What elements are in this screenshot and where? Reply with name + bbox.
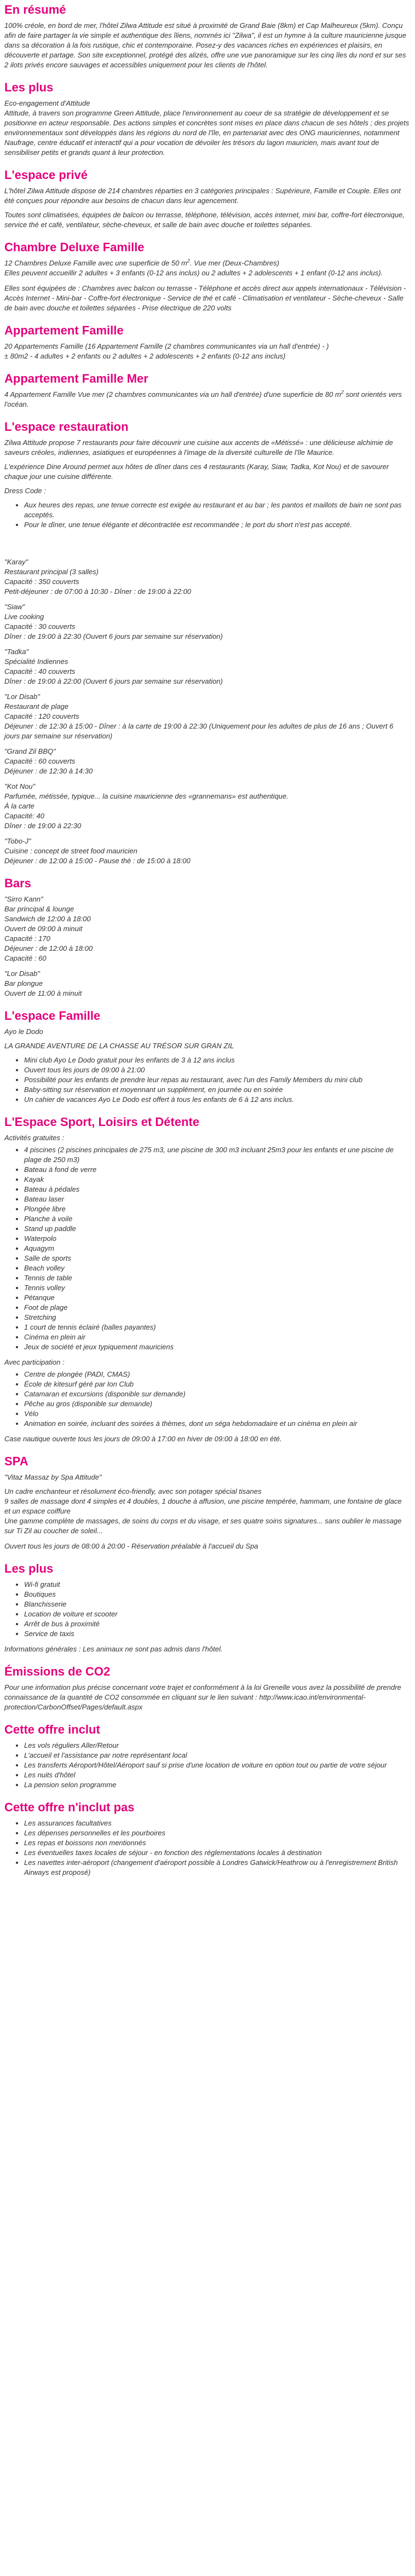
co2-text: Pour une information plus précise concernant votre trajet et conformément à la loi Grenelle vous avez la possibilité de prendre connaissance de la quantité de CO2 consommée en cliquant sur le lien suivant : http://www.icao.int/environmental-protection/CarbonOffset/Pages/default.aspx: [4, 1683, 401, 1711]
superscript: 2: [187, 258, 190, 264]
appartement-mer-text: [4, 390, 410, 409]
heading-espace-sport: L'Espace Sport, Loisirs et Détente: [4, 1115, 200, 1129]
list-item: • Vélo: [24, 1409, 410, 1419]
paid-activities-list: [4, 1370, 410, 1429]
spa-description: Un cadre enchanteur et résolument éco-friendly, avec son potager spécial tisanes 9 salles de massage dont 4 simples et 4 doubles, 1 douche à affusion, une piscine tempérée, hammam, une fontaine de glace et un espace coiffure Une gamme complète de massages, de soins du corps et du visage, et ses quatre soins signatures... sans oublier le massage sur Ti Zil au coucher de soleil...: [4, 1487, 402, 1535]
deluxe-capacity-text-2: . Vue mer (Deux-Chambres) Elles peuvent accueillir 2 adultes + 3 enfants (0-12 ans inclus) ou 2 adultes + 2 adolescents + 1 enfant (0-12 ans inclus).: [4, 259, 383, 277]
list-item: • Location de voiture et scooter: [24, 1609, 410, 1619]
heading-espace-restauration: L'espace restauration: [4, 420, 129, 434]
list-item: • Ouvert tous les jours de 09:00 à 21:00: [24, 1065, 410, 1075]
heading-appartement-famille: Appartement Famille: [4, 324, 124, 337]
list-item: • Wi-fi gratuit: [24, 1580, 410, 1590]
list-item: • Bateau à pédales: [24, 1185, 410, 1194]
restaurant-karay: "Karay" Restaurant principal (3 salles) Capacité : 350 couverts Petit-déjeuner : de 07:00 à 10:30 - Dîner : de 19:00 à 22:00: [4, 558, 192, 596]
list-item: • Tennis de table: [24, 1273, 410, 1283]
list-item: • 1 court de tennis éclairé (balles payantes): [24, 1322, 410, 1332]
list-item: • Blanchisserie: [24, 1599, 410, 1609]
kids-club-name: Ayo le Dodo: [4, 1027, 43, 1036]
spa-hours: Ouvert tous les jours de 08:00 à 20:00 - Réservation préalable à l'accueil du Spa: [4, 1542, 258, 1550]
list-item: • Animation en soirée, incluant des soirées à thèmes, dont un séga hebdomadaire et un cinéma en plein air: [24, 1419, 410, 1429]
heading-chambre-deluxe: Chambre Deluxe Famille: [4, 240, 145, 254]
list-item: • Les dépenses personnelles et les pourboires: [24, 1828, 410, 1838]
list-item: • Kayak: [24, 1175, 410, 1185]
restaurant-lor-disab: "Lor Disab" Restaurant de plage Capacité : 120 couverts Déjeuner : de 12:30 à 15:00 - Dîner : à la carte de 19:00 à 22:30 (Uniquement pour les adultes de plus de 16 ans ; Ouvert 6 jours par semaine sur réservation): [4, 692, 394, 740]
heading-bars: Bars: [4, 876, 31, 890]
list-item: • Waterpolo: [24, 1234, 410, 1244]
deluxe-equipment: Elles sont équipées de : Chambres avec balcon ou terrasse - Téléphone et accès direct aux appels internationaux - Télévision - Accès Internet - Mini-bar - Coffre-fort électronique - Service de thé et café - Climatisation et ventilateur - Sèche-cheveux - Salle de bain avec douche et toilettes séparées - Prise électrique de 220 volts: [4, 284, 406, 312]
list-item: • Foot de plage: [24, 1303, 410, 1313]
heading-resume: En résumé: [4, 3, 66, 16]
appartement-mer-text-2: sont orientés vers l'océan.: [4, 390, 402, 408]
heading-les-plus-2: Les plus: [4, 1562, 54, 1575]
list-item: • Les vols réguliers Aller/Retour: [24, 1741, 410, 1751]
included-list: [4, 1741, 410, 1790]
deluxe-capacity: [4, 258, 410, 278]
heading-appartement-famille-mer: Appartement Famille Mer: [4, 372, 148, 385]
bar-lor-disab: "Lor Disab" Bar plongue Ouvert de 11:00 à minuit: [4, 969, 82, 997]
list-item: • Mini club Ayo Le Dodo gratuit pour les enfants de 3 à 12 ans inclus: [24, 1055, 410, 1065]
list-item: • Boutiques: [24, 1590, 410, 1599]
list-item: • Aux heures des repas, une tenue correcte est exigée au restaurant et au bar ; les pantos et maillots de bain ne sont pas acceptés.: [24, 500, 410, 520]
list-item: • Jeux de société et jeux typiquement mauriciens: [24, 1342, 410, 1352]
eco-engagement-text: Attitude, à travers son programme Green Attitude, place l'environnement au coeur de sa stratégie de développement et se positionne en acteur responsable. Des actions simples et concrètes sont mises en place dans chacun de ses hôtels ; des projets environnementaux sont développés dans les régions du nord de l'île, en partenariat avec des ONG mauriciennes, notamment Naufrage, centre éducatif et interactif qui a pour vocation de dévoiler les trésors du lagon mauricien, mais avant tout de sensibiliser petits et grands quant à leur protection.: [4, 109, 410, 157]
restaurant-tobo-j: "Tobo-J" Cuisine : concept de street food mauricien Déjeuner : de 12:00 à 15:00 - Pause thé : de 15:00 à 18:00: [4, 837, 191, 865]
heading-espace-prive: L'espace privé: [4, 168, 88, 182]
bar-sirro-kann: "Sirro Kann" Bar principal & lounge Sandwich de 12:00 à 18:00 Ouvert de 09:00 à minuit Capacité : 170 Déjeuner : de 12:00 à 18:00 Capacité : 60: [4, 895, 93, 962]
list-item: • Baby-sitting sur réservation et moyennant un supplément, en journée ou en soirée: [24, 1085, 410, 1095]
heading-offre-inclut: Cette offre inclut: [4, 1723, 100, 1736]
list-item: • Stretching: [24, 1313, 410, 1322]
dine-around-text: L'expérience Dine Around permet aux hôtes de dîner dans ces 4 restaurants (Karay, Siaw, Tadka, Kot Nou) et de savourer chaque jour une cuisine différente.: [4, 463, 389, 481]
superscript: 2: [341, 389, 344, 395]
list-item: • Beach volley: [24, 1263, 410, 1273]
appartement-famille-text: 20 Appartements Famille (16 Appartement Famille (2 chambres communicantes via un hall d'entrée) - ) ± 80m2 - 4 adultes + 2 enfants ou 2 adultes + 2 adolescents + 2 enfants (0-12 ans inclus): [4, 342, 329, 360]
heading-offre-non-inclus: Cette offre n'inclut pas: [4, 1800, 135, 1814]
treasure-hunt-title: LA GRANDE AVENTURE DE LA CHASSE AU TRÉSOR SUR GRAN ZIL: [4, 1042, 234, 1050]
free-activities-label: Activités gratuites :: [4, 1134, 65, 1142]
dress-code-label: Dress Code :: [4, 487, 46, 495]
heading-emissions-co2: Émissions de CO2: [4, 1665, 111, 1678]
famille-list: [4, 1055, 410, 1105]
list-item: • L'accueil et l'assistance par notre représentant local: [24, 1751, 410, 1760]
list-item: • Planche à voile: [24, 1214, 410, 1224]
list-item: • Pétanque: [24, 1293, 410, 1303]
services-list: [4, 1580, 410, 1639]
list-item: • Salle de sports: [24, 1254, 410, 1263]
list-item: • Bateau à fond de verre: [24, 1165, 410, 1175]
espace-prive-intro: L'hôtel Zilwa Attitude dispose de 214 chambres réparties en 3 catégories principales : Supérieure, Famille et Couple. Elles ont été conçues pour répondre aux besoins de chacun dans leur agencement.: [4, 187, 401, 205]
not-included-list: [4, 1818, 410, 1878]
dress-code-list: [4, 500, 410, 530]
list-item: • Pour le dîner, une tenue élégante et décontractée est recommandée ; le port du short n'est pas accepté.: [24, 520, 410, 530]
resume-text: 100% créole, en bord de mer, l'hôtel Zilwa Attitude est situé à proximité de Grand Baie (8km) et Cap Malheureux (5km). Conçu afin de faire partager la vie simple et authentique des îliens, nommés ici "Zilwa", il est un hymne à la culture mauricienne jusque dans sa décoration à la fois rustique, chic et contemporaine. Posez-y des vacances riches en expériences et plaisirs, en découverte et partage. Son site exceptionnel, protégé des alizés, offre une vue panoramique sur les cinq îles du nord et sur ses 2 ilots privés encore sauvages et accessibles uniquement pour les clients de l'hôtel.: [4, 21, 406, 69]
list-item: • Arrêt de bus à proximité: [24, 1619, 410, 1629]
case-nautique-hours: Case nautique ouverte tous les jours de 09:00 à 17:00 en hiver de 09:00 à 18:00 en été.: [4, 1435, 282, 1443]
list-item: • Les éventuelles taxes locales de séjour - en fonction des réglementations locales à destination: [24, 1848, 410, 1858]
list-item: • Stand up paddle: [24, 1224, 410, 1234]
heading-espace-famille: L'espace Famille: [4, 1009, 101, 1023]
appartement-mer-text-1: 4 Appartement Famille Vue mer (2 chambres communicantes via un hall d'entrée) d'une superficie de 80 m: [4, 390, 341, 398]
list-item: • Tennis volley: [24, 1283, 410, 1293]
list-item: • Pêche au gros (disponible sur demande): [24, 1399, 410, 1409]
list-item: • École de kitesurf géré par Ion Club: [24, 1379, 410, 1389]
eco-engagement-label: Eco-engagement d'Attitude: [4, 99, 90, 107]
list-item: • Les assurances facultatives: [24, 1818, 410, 1828]
deluxe-capacity-text: 12 Chambres Deluxe Famille avec une superficie de 50 m: [4, 259, 187, 267]
list-item: • Les nuits d'hôtel: [24, 1770, 410, 1780]
restaurant-tadka: "Tadka" Spécialité Indiennes Capacité : 40 couverts Dîner : de 19:00 à 22:00 (Ouvert 6 jours par semaine sur réservation): [4, 648, 223, 685]
list-item: • Un cahier de vacances Ayo Le Dodo est offert à tous les enfants de 6 à 12 ans inclus.: [24, 1095, 410, 1105]
free-activities-list: [4, 1145, 410, 1352]
list-item: • Centre de plongée (PADI, CMAS): [24, 1370, 410, 1379]
list-item: • Catamaran et excursions (disponible sur demande): [24, 1389, 410, 1399]
general-info: Informations générales : Les animaux ne sont pas admis dans l'hôtel.: [4, 1645, 223, 1653]
list-item: • Les navettes inter-aéroport (changement d'aéroport possible à Londres Gatwick/Heathrow ou à l'enregistrement British Airways est proposé): [24, 1858, 410, 1878]
list-item: • Plongée libre: [24, 1204, 410, 1214]
restauration-intro: Zilwa Attitude propose 7 restaurants pour faire découvrir une cuisine aux accents de «Métissé» : une délicieuse alchimie de saveurs créoles, indiennes, asiatiques et européennes à l'image de la diversité culturelle de l'île Maurice.: [4, 438, 393, 457]
list-item: • Cinéma en plein air: [24, 1332, 410, 1342]
list-item: • 4 piscines (2 piscines principales de 275 m3, une piscine de 300 m3 incluant 25m3 pour les enfants et une piscine de plage de 250 m3): [24, 1145, 410, 1165]
paid-activities-label: Avec participation :: [4, 1358, 65, 1366]
list-item: • Aquagym: [24, 1244, 410, 1254]
list-item: • Service de taxis: [24, 1629, 410, 1639]
spa-name: "Vitaz Massaz by Spa Attitude": [4, 1473, 102, 1481]
list-item: • Les repas et boissons non mentionnés: [24, 1838, 410, 1848]
heading-les-plus: Les plus: [4, 80, 54, 94]
espace-prive-equipment: Toutes sont climatisées, équipées de balcon ou terrasse, téléphone, télévision, accès internet, mini bar, coffre-fort électronique, service thé et café, ventilateur, sèche-cheveux, et salle de bain avec douche et toilettes séparées.: [4, 211, 405, 229]
list-item: • Possibilité pour les enfants de prendre leur repas au restaurant, avec l'un des Family Members du mini club: [24, 1075, 410, 1085]
restaurant-siaw: "Siaw" Live cooking Capacité : 30 couverts Dîner : de 19:00 à 22:30 (Ouvert 6 jours par semaine sur réservation): [4, 603, 223, 640]
list-item: • La pension selon programme: [24, 1780, 410, 1790]
heading-spa: SPA: [4, 1454, 28, 1468]
restaurant-kot-nou: "Kot Nou" Parfumée, métissée, typique... la cuisine mauricienne des «grannemans» est authentique. À la carte Capacité: 40 Dîner : de 19:00 à 22:30: [4, 782, 289, 830]
restaurant-grand-zil-bbq: "Grand Zil BBQ" Capacité : 60 couverts Déjeuner : de 12:30 à 14:30: [4, 747, 93, 775]
list-item: • Les transferts Aéroport/Hôtel/Aéroport sauf si prise d'une location de voiture en option tout ou partie de votre séjour: [24, 1760, 410, 1770]
list-item: • Bateau laser: [24, 1194, 410, 1204]
